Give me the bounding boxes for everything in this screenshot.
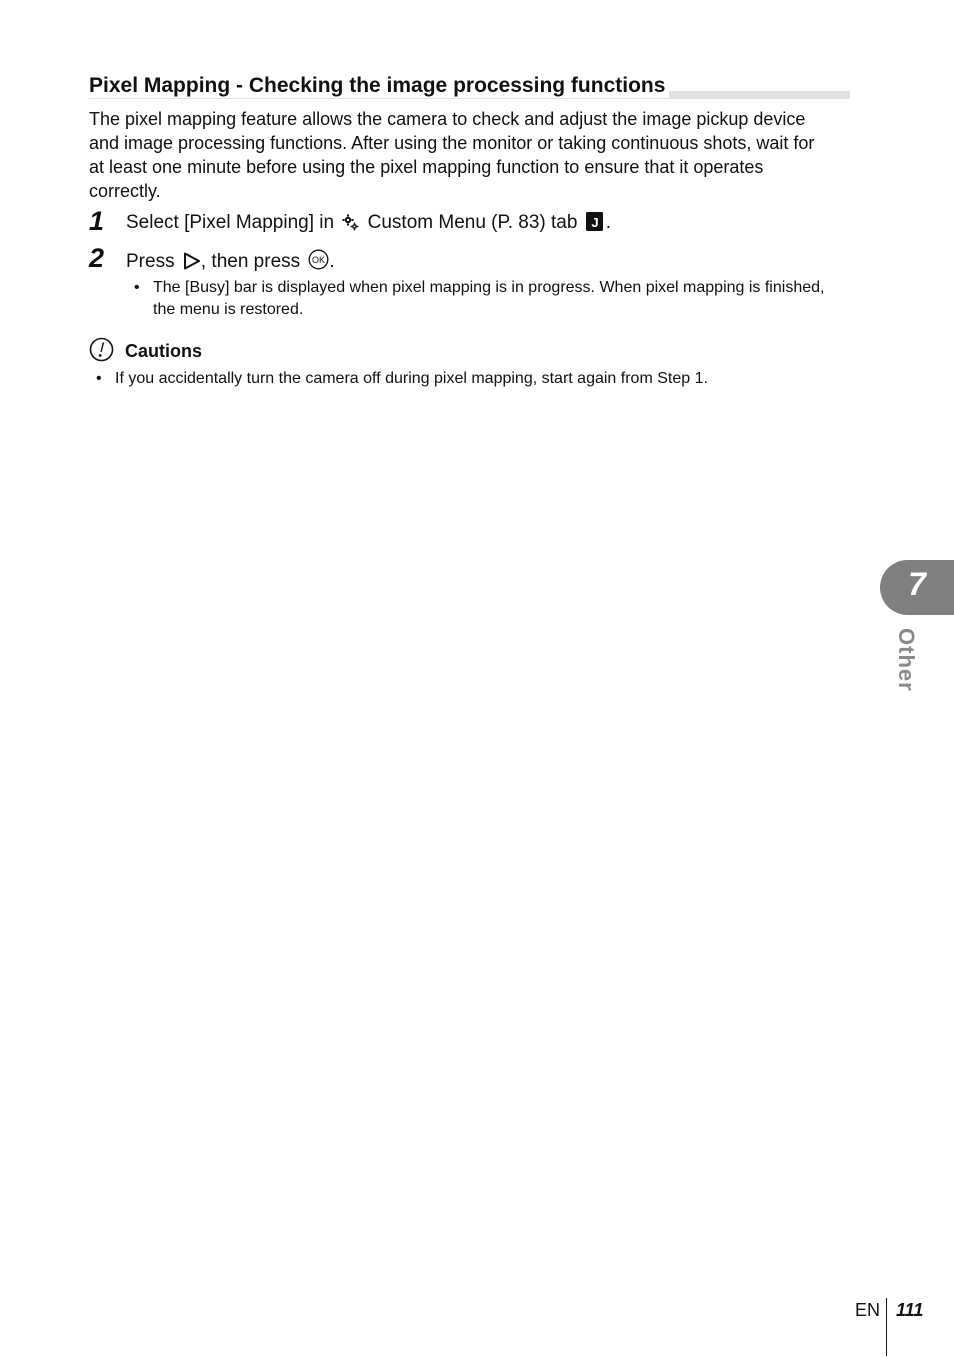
tab-letter: J — [591, 215, 599, 230]
step-text-after: . — [605, 212, 611, 233]
step-text-middle: , then press — [200, 251, 301, 272]
ok-button-icon — [308, 249, 329, 270]
step-text — [126, 249, 335, 273]
list-item: • The [Busy] bar is displayed when pixel mapping is in progress. When pixel mapping is finished, the menu is restored. — [134, 277, 836, 321]
page-number: 111 — [896, 1300, 924, 1320]
custom-menu-gear-icon — [342, 214, 359, 231]
chapter-number: 7 — [908, 566, 926, 602]
step-text-before: Select [Pixel Mapping] in — [126, 212, 335, 233]
chapter-tab — [880, 560, 954, 615]
intro-paragraph: The pixel mapping feature allows the camera to check and adjust the image pickup device and image processing functions. After using the monitor or taking continuous shots, wait for at least one minute before using the pixel mapping function to ensure that it operates correctly. — [89, 109, 815, 201]
right-arrow-icon — [183, 252, 201, 270]
chapter-label: Other — [894, 628, 919, 692]
list-item: • If you accidentally turn the camera off during pixel mapping, start again from Step 1. — [96, 368, 856, 390]
step-text-middle: Custom Menu (P. 83) tab — [367, 212, 578, 233]
footer-language: EN — [855, 1300, 881, 1320]
caution-exclamation-icon — [89, 337, 114, 362]
cautions-label: Cautions — [125, 341, 203, 361]
step-text-after: . — [329, 251, 335, 272]
step-number: 1 — [89, 206, 105, 236]
step-text — [126, 212, 611, 234]
step-text-before: Press — [126, 251, 175, 272]
tab-j-icon — [586, 212, 603, 231]
section-heading — [89, 72, 850, 102]
step-2-notes — [134, 277, 836, 321]
footer-divider — [886, 1298, 887, 1356]
ok-label: OK — [312, 254, 326, 265]
step-number: 2 — [89, 243, 105, 273]
section-title: Pixel Mapping - Checking the image processing functions — [89, 74, 669, 98]
cautions-list — [96, 368, 856, 390]
